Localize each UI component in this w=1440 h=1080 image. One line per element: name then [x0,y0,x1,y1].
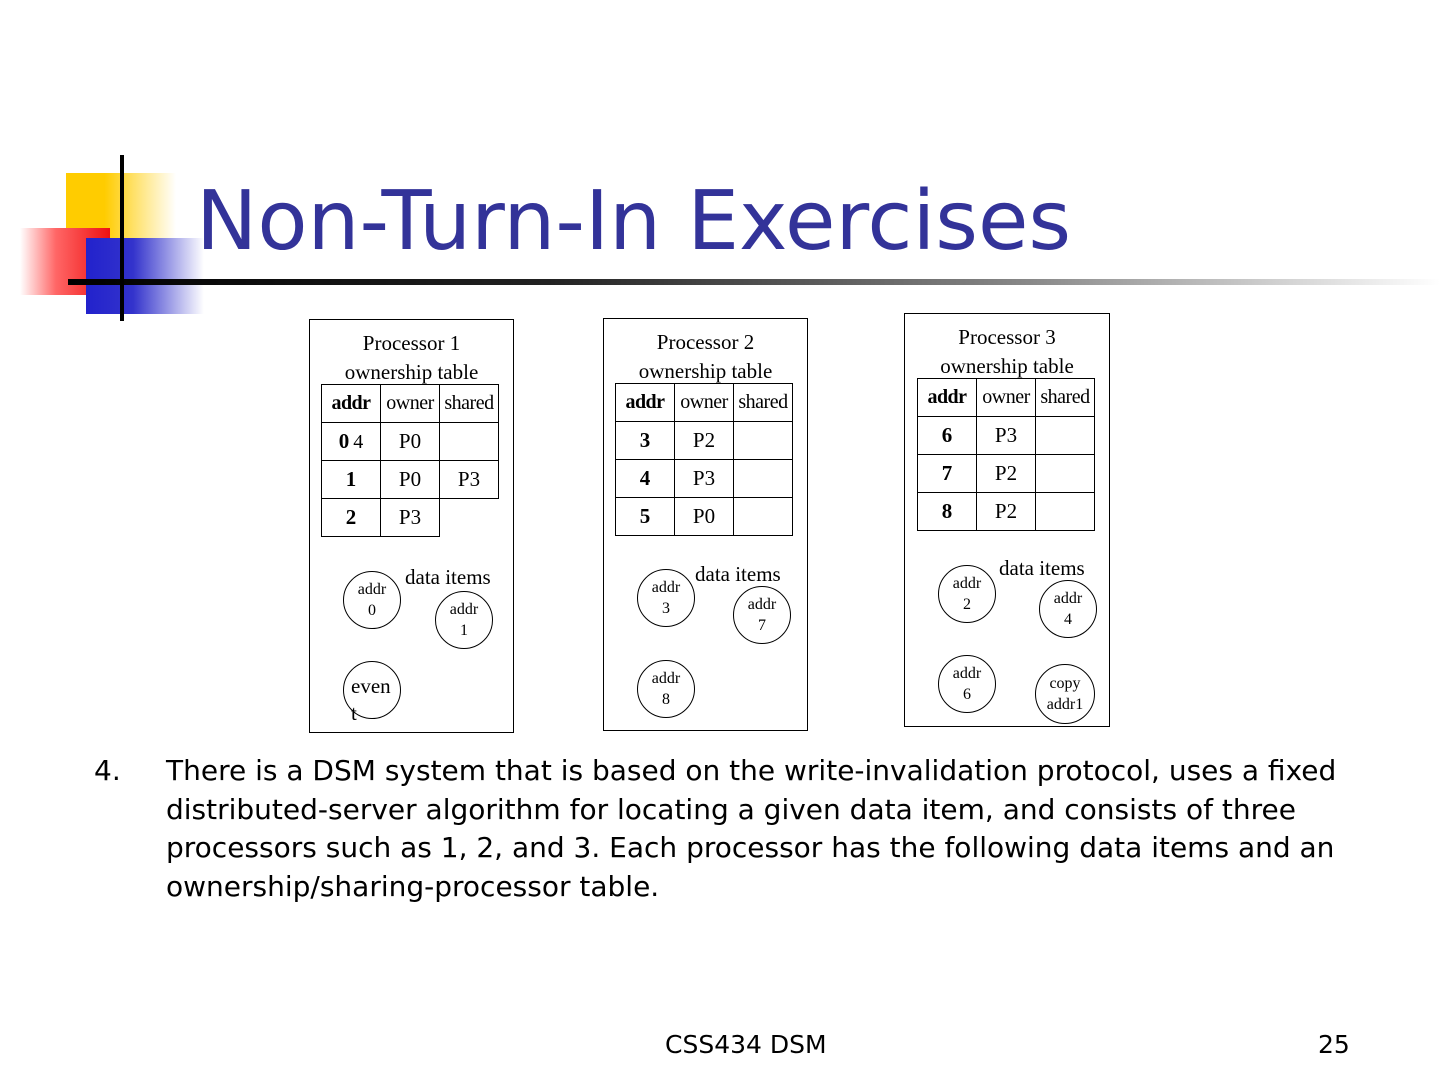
processor-3-box [904,313,1110,727]
processor-1-title: Processor 1 [362,331,461,355]
decor-blue-square [86,238,204,314]
data-item-addr1 [435,591,493,649]
data-item-label: copy [1049,675,1081,692]
owner-cell: P2 [977,455,1036,493]
table-row [322,423,499,461]
data-item-label: addr [952,575,982,592]
table-row [918,493,1095,531]
shared-cell [1036,417,1095,455]
table-row [616,498,793,536]
header-owner: owner [977,379,1036,417]
addr-cell: 8 [918,493,977,531]
data-item-copy-addr1 [1035,664,1095,724]
decor-vertical-line [120,155,124,321]
addr-cell: 5 [616,498,675,536]
addr-cell [322,423,381,461]
header-shared: shared [440,385,499,423]
shared-cell [1036,455,1095,493]
exercise-number: 4. [94,754,121,787]
header-addr: addr [322,385,381,423]
data-item-label: addr [651,579,681,596]
data-item-value: 2 [963,596,971,613]
addr-cell: 4 [616,460,675,498]
data-item-label: addr [952,665,982,682]
data-item-addr6 [938,655,996,713]
data-item-label: addr [357,581,387,598]
data-item-addr8 [637,660,695,718]
header-owner: owner [381,385,440,423]
data-item-addr7 [733,586,791,644]
shared-cell [734,422,793,460]
processor-3-title: Processor 3 [958,325,1056,349]
header-shared: shared [1036,379,1095,417]
data-item-value: 3 [662,600,670,617]
processor-1-box [309,319,514,733]
table-header-row [322,385,499,423]
addr-cell: 6 [918,417,977,455]
header-shared: shared [734,384,793,422]
data-item-value: 6 [963,686,971,703]
shared-cell [1036,493,1095,531]
table-header-row [616,384,793,422]
shared-cell [734,498,793,536]
data-items-label: data items [695,562,781,586]
table-row [918,455,1095,493]
data-item-label: addr [747,596,777,613]
processor-3-ownership-table [917,378,1095,531]
owner-cell: P2 [977,493,1036,531]
processor-2-ownership-table [615,383,793,536]
data-item-addr2 [938,565,996,623]
addr-cell: 1 [322,461,381,499]
header-owner: owner [675,384,734,422]
addr-cell: 3 [616,422,675,460]
header-addr: addr [918,379,977,417]
title-underline [68,279,1440,285]
data-item-value: addr1 [1046,696,1084,713]
header-addr: addr [616,384,675,422]
shared-cell [440,423,499,461]
data-item-label: addr [449,601,479,618]
slide-title: Non-Turn-In Exercises [196,174,1072,269]
owner-cell: P0 [381,423,440,461]
table-row [322,499,499,537]
owner-cell: P3 [381,499,440,537]
footer-title: CSS434 DSM [665,1030,827,1059]
processor-2-title: Processor 2 [656,330,755,354]
owner-cell: P0 [675,498,734,536]
processor-2-subtitle: ownership table [638,359,773,383]
data-item-value: 7 [758,617,766,634]
table-row [322,461,499,499]
data-item-addr0 [343,571,401,629]
shared-cell: P3 [440,461,499,499]
data-item-addr3 [637,569,695,627]
processor-1-subtitle: ownership table [344,360,479,384]
empty-cell [440,499,499,537]
owner-cell: P2 [675,422,734,460]
table-row [918,417,1095,455]
data-item-value: 1 [460,622,468,639]
owner-cell: P0 [381,461,440,499]
processor-1-ownership-table [321,384,499,537]
owner-cell: P3 [977,417,1036,455]
processor-3-subtitle: ownership table [940,354,1074,378]
owner-cell: P3 [675,460,734,498]
data-items-label: data items [999,556,1085,580]
table-row [616,422,793,460]
exercise-text: There is a DSM system that is based on the write-invalidation protocol, uses a fixed distributed-server algorithm for locating a given data item, and consists of three processors such as 1, 2, and 3. Each processor has the following data items and an ownership/sharing-processor table. [166,754,1337,903]
data-item-label: addr [1053,590,1083,607]
data-item-addr4 [1039,580,1097,638]
event-label: event [351,674,391,725]
table-row [616,460,793,498]
addr-value: 0 [338,429,350,453]
page-number: 25 [1318,1030,1350,1059]
data-item-value: 0 [368,602,376,619]
data-items-label: data items [405,565,491,589]
addr-cell: 2 [322,499,381,537]
data-item-value: 8 [662,691,670,708]
shared-cell [734,460,793,498]
addr-cell: 7 [918,455,977,493]
data-item-value: 4 [1064,611,1072,628]
table-header-row [918,379,1095,417]
processor-2-box [603,318,808,731]
addr-note: 4 [353,431,364,453]
data-item-label: addr [651,670,681,687]
